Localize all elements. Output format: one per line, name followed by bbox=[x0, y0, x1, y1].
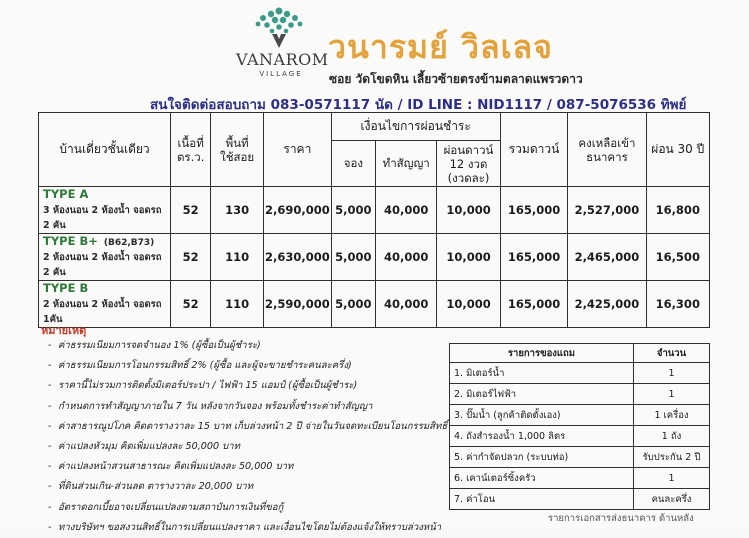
brand-title: วนารมย์ วิลเลจ bbox=[328, 28, 553, 66]
free-item-row bbox=[450, 363, 710, 384]
header-land: เนื้อที่ ตร.ว. bbox=[171, 113, 211, 187]
type-name: TYPE B bbox=[43, 281, 89, 295]
free-header-item: รายการของแถม bbox=[450, 344, 634, 363]
table-row bbox=[39, 281, 710, 328]
header-conditions: เงื่อนไขการผ่อนชำระ bbox=[331, 113, 500, 141]
total-down-cell: 165,000 bbox=[500, 281, 568, 328]
monthly-cell: 16,500 bbox=[646, 234, 709, 281]
note-item: - ทางบริษัทฯ ขอสงวนสิทธิ์ในการเปลี่ยนแปลงราคา และเงื่อนไขโดยไม่ต้องแจ้งให้ทราบล่วงหน้า bbox=[48, 518, 448, 538]
header-bank: คงเหลือเข้าธนาคาร bbox=[568, 113, 646, 187]
price-cell: 2,590,000 bbox=[264, 281, 332, 328]
booking-cell: 5,000 bbox=[331, 187, 375, 234]
installment-cell: 10,000 bbox=[437, 187, 500, 234]
free-item: 4. ถังสำรองน้ำ 1,000 ลิตร bbox=[450, 426, 634, 447]
land-cell: 52 bbox=[171, 234, 211, 281]
header-booking: จอง bbox=[331, 141, 375, 187]
type-name: TYPE A bbox=[43, 187, 89, 201]
address: ซอย วัดโขดหิน เลี้ยวซ้ายตรงข้ามตลาดแพรวดาว bbox=[329, 72, 583, 86]
type-desc: 2 ห้องนอน 2 ห้องน้ำ จอดรถ 1คัน bbox=[43, 299, 162, 325]
type-cell bbox=[39, 187, 171, 234]
area-cell: 130 bbox=[211, 187, 264, 234]
free-item-row bbox=[450, 489, 710, 510]
note-item: - กำหนดการทำสัญญาภายใน 7 วัน หลังจากวันจอง พร้อมทั้งชำระค่าทำสัญญา bbox=[48, 397, 448, 417]
bank-cell: 2,425,000 bbox=[568, 281, 646, 328]
table-row bbox=[39, 234, 710, 281]
free-item-row bbox=[450, 447, 710, 468]
note-item: - ค่าธรรมเนียมการจดจำนอง 1% (ผู้ซื้อเป็นผู้ชำระ) bbox=[48, 336, 448, 356]
notes-list bbox=[48, 336, 448, 538]
free-qty: รับประกัน 2 ปี bbox=[634, 447, 710, 468]
contract-cell: 40,000 bbox=[376, 234, 437, 281]
header-house: บ้านเดี่ยวชั้นเดียว bbox=[39, 113, 171, 187]
header-price: ราคา bbox=[264, 113, 332, 187]
total-down-cell: 165,000 bbox=[500, 187, 568, 234]
free-items-table bbox=[449, 343, 710, 510]
footer-note: รายการเอกสารส่งธนาคาร ด้านหลัง bbox=[548, 513, 694, 524]
note-item: - ค่าแปลงหัวมุม คิดเพิ่มแปลงละ 50,000 บาท bbox=[48, 437, 448, 457]
free-qty: 1 bbox=[634, 384, 710, 405]
header-installment: ผ่อนดาวน์ 12 งวด (งวดละ) bbox=[437, 141, 500, 187]
free-item: 5. ค่ากำจัดปลวก (ระบบท่อ) bbox=[450, 447, 634, 468]
land-cell: 52 bbox=[171, 187, 211, 234]
vanarom-logo bbox=[236, 6, 329, 90]
booking-cell: 5,000 bbox=[331, 281, 375, 328]
contract-cell: 40,000 bbox=[376, 187, 437, 234]
installment-cell: 10,000 bbox=[437, 234, 500, 281]
note-item: - ราคานี้ไม่รวมการติดตั้งมิเตอร์ประปา / ไฟฟ้า 15 แอมป์ (ผู้ซื้อเป็นผู้ชำระ) bbox=[48, 376, 448, 396]
table-row bbox=[39, 187, 710, 234]
header-monthly: ผ่อน 30 ปี bbox=[646, 113, 709, 187]
installment-cell: 10,000 bbox=[437, 281, 500, 328]
notes-title: หมายเหตุ bbox=[41, 324, 87, 337]
area-cell: 110 bbox=[211, 281, 264, 328]
free-item: 3. ปั๊มน้ำ (ลูกค้าติดตั้งเอง) bbox=[450, 405, 634, 426]
free-qty: 1 bbox=[634, 468, 710, 489]
free-item: 1. มิเตอร์น้ำ bbox=[450, 363, 634, 384]
type-desc: 2 ห้องนอน 2 ห้องน้ำ จอดรถ 2 คัน bbox=[43, 252, 162, 278]
logo-name: VANAROM bbox=[236, 50, 329, 69]
type-desc: 3 ห้องนอน 2 ห้องน้ำ จอดรถ 2 คัน bbox=[43, 205, 162, 231]
type-name: TYPE B+ bbox=[43, 234, 98, 248]
logo-sub: VILLAGE bbox=[259, 70, 303, 78]
note-item: - ค่าแปลงหน้าสวนสาธารณะ คิดเพิ่มแปลงละ 50,000 บาท bbox=[48, 457, 448, 477]
booking-cell: 5,000 bbox=[331, 234, 375, 281]
free-header-qty: จำนวน bbox=[634, 344, 710, 363]
free-item-row bbox=[450, 468, 710, 489]
price-table bbox=[38, 112, 710, 328]
total-down-cell: 165,000 bbox=[500, 234, 568, 281]
note-item: - ค่าธรรมเนียมการโอนกรรมสิทธิ์ 2% (ผู้ซื้อ และผู้จะขายชำระคนละครึ่ง) bbox=[48, 356, 448, 376]
free-item-row bbox=[450, 384, 710, 405]
contact-line: สนใจติดต่อสอบถาม 083-0571117 นัด / ID LINE : NID1117 / 087-5076536 ทิพย์ bbox=[150, 97, 687, 113]
tree-logo-icon bbox=[250, 6, 308, 50]
contract-cell: 40,000 bbox=[376, 281, 437, 328]
header-contract: ทำสัญญา bbox=[376, 141, 437, 187]
type-code: (B62,B73) bbox=[103, 238, 155, 248]
bank-cell: 2,465,000 bbox=[568, 234, 646, 281]
free-item: 6. เคาน์เตอร์ซิ้งครัว bbox=[450, 468, 634, 489]
free-item: 2. มิเตอร์ไฟฟ้า bbox=[450, 384, 634, 405]
note-item: - ที่ดินส่วนเกิน-ส่วนลด ตารางวาละ 20,000 บาท bbox=[48, 477, 448, 497]
area-cell: 110 bbox=[211, 234, 264, 281]
free-item-row bbox=[450, 405, 710, 426]
free-qty: คนละครึ่ง bbox=[634, 489, 710, 510]
header-area: พื้นที่ใช้สอย bbox=[211, 113, 264, 187]
free-qty: 1 bbox=[634, 363, 710, 384]
price-cell: 2,690,000 bbox=[264, 187, 332, 234]
note-item: - ค่าสาธารณูปโภค คิดตารางวาละ 15 บาท เก็บล่วงหน้า 2 ปี จ่ายในวันจดทะเบียนโอนกรรมสิทธิ์ bbox=[48, 417, 448, 437]
bank-cell: 2,527,000 bbox=[568, 187, 646, 234]
type-cell bbox=[39, 234, 171, 281]
header-total-down: รวมดาวน์ bbox=[500, 113, 568, 187]
monthly-cell: 16,300 bbox=[646, 281, 709, 328]
free-qty: 1 เครื่อง bbox=[634, 405, 710, 426]
price-cell: 2,630,000 bbox=[264, 234, 332, 281]
free-item-row bbox=[450, 426, 710, 447]
free-item: 7. ค่าโอน bbox=[450, 489, 634, 510]
land-cell: 52 bbox=[171, 281, 211, 328]
note-item: - อัตราดอกเบี้ยอาจเปลี่ยนแปลงตามสถาบันการเงินที่ขอกู้ bbox=[48, 498, 448, 518]
monthly-cell: 16,800 bbox=[646, 187, 709, 234]
free-qty: 1 ถัง bbox=[634, 426, 710, 447]
